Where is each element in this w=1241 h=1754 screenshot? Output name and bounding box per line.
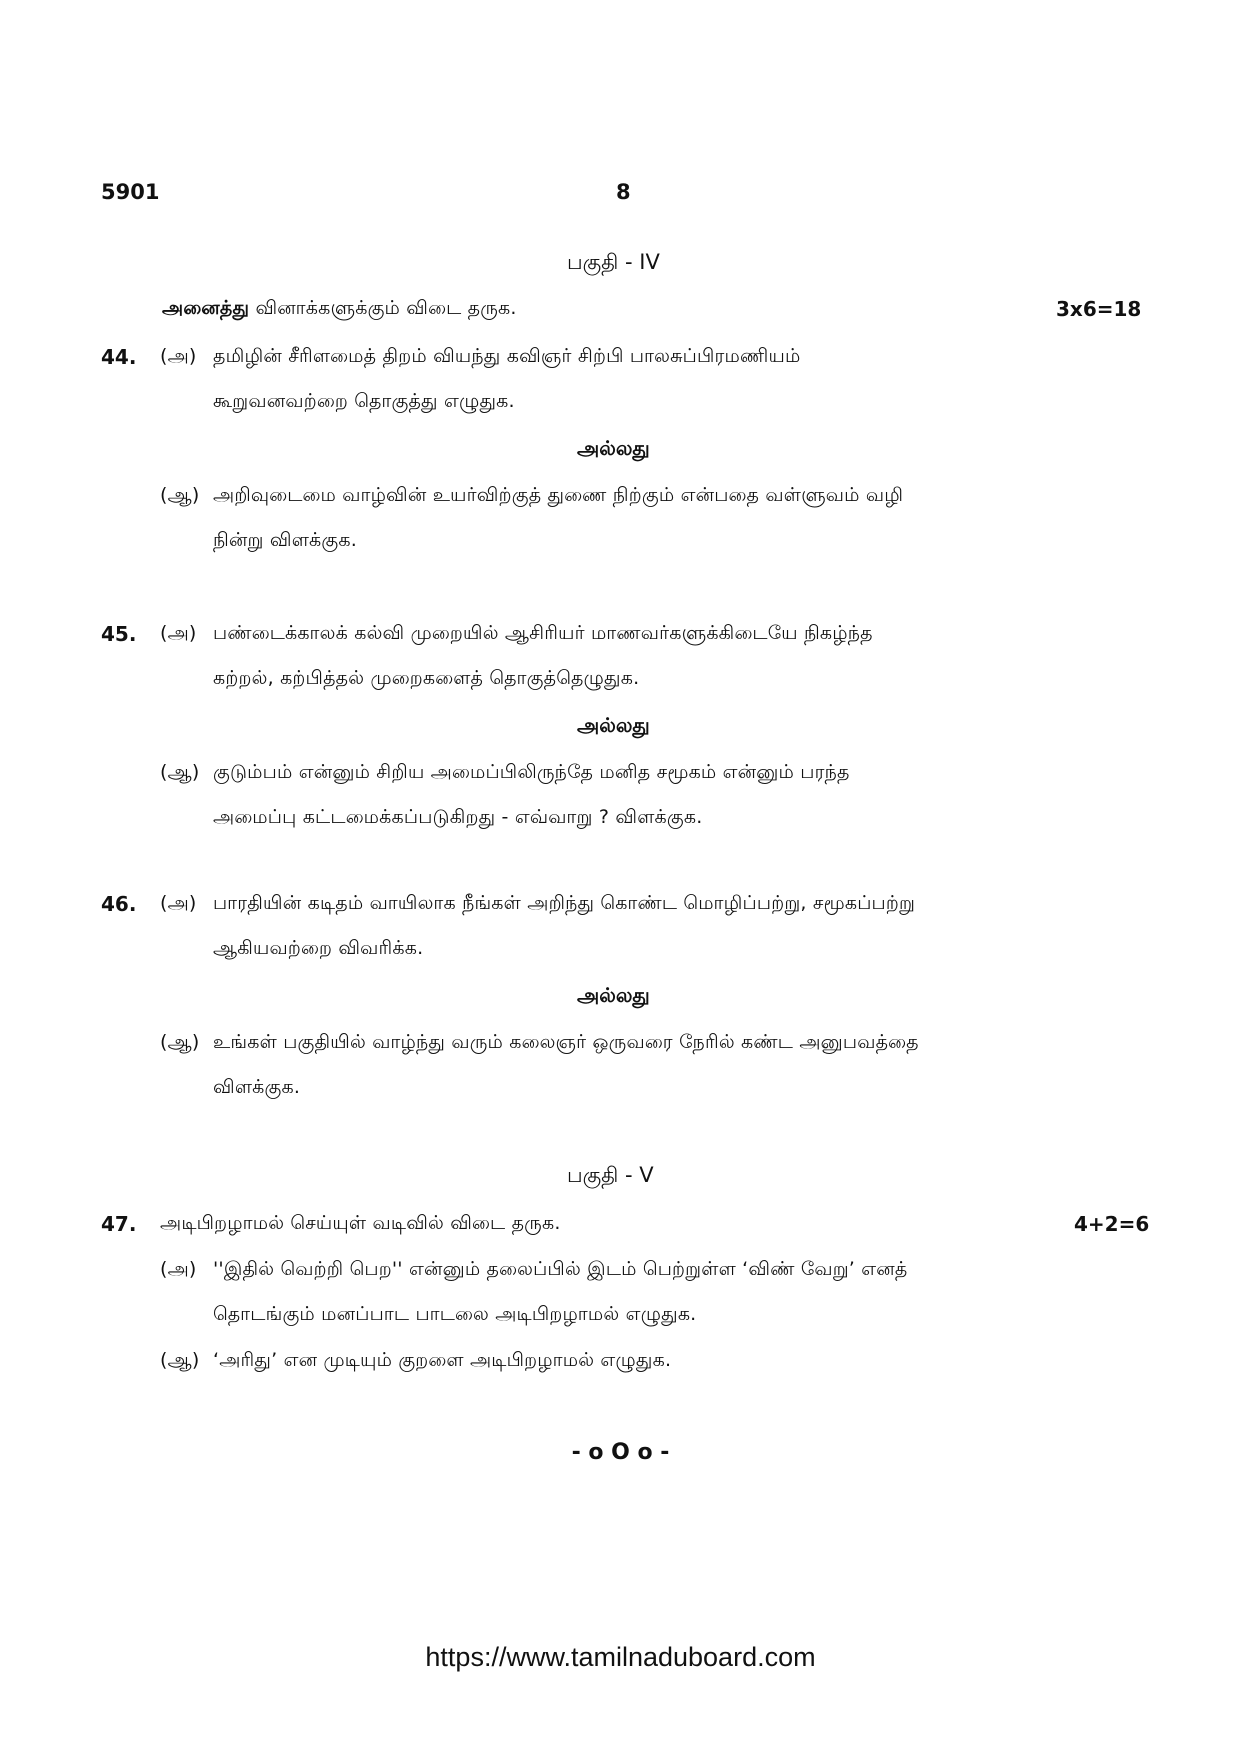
question-text: தொடங்கும் மனப்பாட பாடலை அடிபிறழாமல் எழுதுக. (213, 1303, 697, 1325)
footer-url: https://www.tamilnaduboard.com (425, 1642, 816, 1672)
option-label: (ஆ) (160, 761, 200, 783)
instruction-emphasis: அனைத்து (162, 297, 250, 319)
question-text: கற்றல், கற்பித்தல் முறைகளைத் தொகுத்தெழுதுக. (213, 667, 640, 689)
part-4-marks: 3x6=18 (1056, 297, 1142, 321)
option-label: (அ) (160, 1258, 197, 1280)
part-4-title (567, 250, 660, 277)
question-text: தமிழின் சீரிளமைத் திறம் வியந்து கவிஞர் சிற்பி பாலசுப்பிரமணியம் (213, 345, 801, 367)
paper-code: 5901 (101, 180, 160, 204)
question-number: 46. (101, 892, 137, 916)
question-text: பாரதியின் கடிதம் வாயிலாக நீங்கள் அறிந்து கொண்ட மொழிப்பற்று, சமூகப்பற்று (213, 892, 916, 914)
question-text: ''இதில் வெற்றி பெற'' என்னும் தலைப்பில் இடம் பெற்றுள்ள ‘விண் வேறு’ எனத் (213, 1258, 908, 1280)
question-text: உங்கள் பகுதியில் வாழ்ந்து வரும் கலைஞர் ஒருவரை நேரில் கண்ட அனுபவத்தை (213, 1031, 919, 1053)
part-4-title-text: பகுதி - IV (567, 250, 660, 274)
part-5-title-text: பகுதி - V (567, 1163, 654, 1187)
option-label: (ஆ) (160, 1349, 200, 1371)
option-label: (அ) (160, 622, 197, 644)
option-label: (ஆ) (160, 1031, 200, 1053)
or-separator: அல்லது (577, 713, 650, 737)
or-separator: அல்லது (577, 436, 650, 460)
part-4-instruction (162, 297, 517, 322)
question-text: குடும்பம் என்னும் சிறிய அமைப்பிலிருந்தே மனித சமூகம் என்னும் பரந்த (213, 761, 850, 783)
question-text: கூறுவனவற்றை தொகுத்து எழுதுக. (213, 390, 515, 412)
question-text: ஆகியவற்றை விவரிக்க. (213, 937, 424, 959)
option-label: (அ) (160, 892, 197, 914)
question-text: ‘அரிது’ என முடியும் குறளை அடிபிறழாமல் எழுதுக. (213, 1349, 672, 1371)
end-of-paper-mark: - o O o - (571, 1440, 670, 1465)
question-text: அமைப்பு கட்டமைக்கப்படுகிறது - எவ்வாறு ? விளக்குக. (213, 806, 703, 828)
question-text: நின்று விளக்குக. (213, 529, 357, 551)
option-label: (ஆ) (160, 484, 200, 506)
question-instruction: அடிபிறழாமல் செய்யுள் வடிவில் விடை தருக. (160, 1212, 561, 1234)
question-number: 44. (101, 345, 137, 369)
part-5-marks: 4+2=6 (1074, 1212, 1150, 1236)
option-label: (அ) (160, 345, 197, 367)
instruction-text: வினாக்களுக்கும் விடை தருக. (255, 297, 517, 319)
question-number: 45. (101, 622, 137, 646)
question-text: பண்டைக்காலக் கல்வி முறையில் ஆசிரியர் மாணவர்களுக்கிடையே நிகழ்ந்த (213, 622, 873, 644)
question-text: விளக்குக. (213, 1076, 301, 1098)
or-separator: அல்லது (577, 983, 650, 1007)
question-text: அறிவுடைமை வாழ்வின் உயர்விற்குத் துணை நிற்கும் என்பதை வள்ளுவம் வழி (213, 484, 904, 506)
page-number: 8 (616, 180, 631, 204)
question-number: 47. (101, 1212, 137, 1236)
part-5-title (567, 1163, 654, 1190)
